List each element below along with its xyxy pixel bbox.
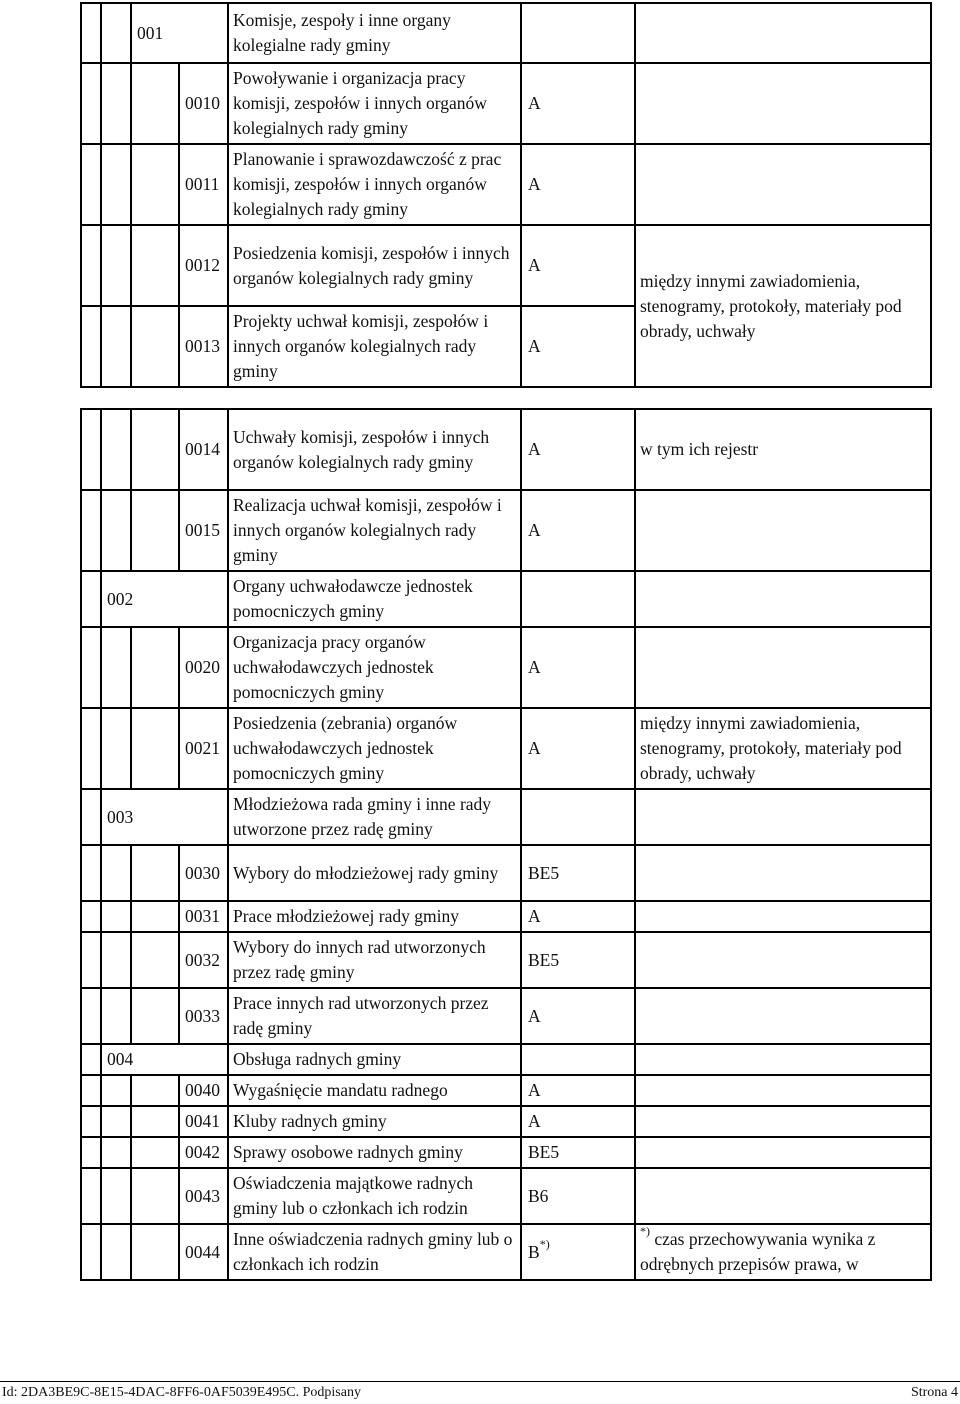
class-description: Młodzieżowa rada gminy i inne rady utworzone przez radę gminy xyxy=(228,789,521,845)
archive-category: A xyxy=(521,627,635,708)
notes-cell xyxy=(635,1224,931,1280)
class-code: 0010 xyxy=(179,63,228,144)
class-description: Wygaśnięcie mandatu radnego xyxy=(228,1075,521,1106)
archive-category: A xyxy=(521,409,635,490)
class-code: 003 xyxy=(101,789,228,845)
class-code: 0041 xyxy=(179,1106,228,1137)
class-code: 0044 xyxy=(179,1224,228,1280)
class-code: 0030 xyxy=(179,845,228,901)
class-description: Posiedzenia komisji, zespołów i innych organów kolegialnych rady gminy xyxy=(228,225,521,306)
class-description: Prace młodzieżowej rady gminy xyxy=(228,901,521,932)
table-row xyxy=(81,225,931,306)
class-description: Obsługa radnych gminy xyxy=(228,1044,521,1075)
table-row xyxy=(81,932,931,988)
class-description: Wybory do innych rad utworzonych przez radę gminy xyxy=(228,932,521,988)
class-description: Organizacja pracy organów uchwałodawczych jednostek pomocniczych gminy xyxy=(228,627,521,708)
table-row xyxy=(81,845,931,901)
archive-category: A xyxy=(521,225,635,306)
notes-cell: między innymi zawiadomienia, stenogramy, protokoły, materiały pod obrady, uchwały xyxy=(635,708,931,789)
table-row xyxy=(81,409,931,490)
page-number: Strona 4 xyxy=(910,1385,958,1400)
table-row xyxy=(81,1075,931,1106)
class-description: Organy uchwałodawcze jednostek pomocniczych gminy xyxy=(228,571,521,627)
class-code: 0040 xyxy=(179,1075,228,1106)
class-description: Sprawy osobowe radnych gminy xyxy=(228,1137,521,1168)
archive-category: A xyxy=(521,988,635,1044)
archive-category: A xyxy=(521,1075,635,1106)
class-description: Projekty uchwał komisji, zespołów i innych organów kolegialnych rady gminy xyxy=(228,306,521,387)
table-row xyxy=(81,1168,931,1224)
table-row xyxy=(81,789,931,845)
class-description: Wybory do młodzieżowej rady gminy xyxy=(228,845,521,901)
table-row xyxy=(81,571,931,627)
table-row xyxy=(81,3,931,63)
document-id: Id: 2DA3BE9C-8E15-4DAC-8FF6-0AF5039E495C. Podpisany xyxy=(2,1385,361,1400)
class-code: 0015 xyxy=(179,490,228,571)
class-code: 004 xyxy=(101,1044,228,1075)
class-code: 0033 xyxy=(179,988,228,1044)
archive-category: B6 xyxy=(521,1168,635,1224)
table-row xyxy=(81,1224,931,1280)
category-letter: B xyxy=(528,1241,540,1262)
retention-table-top xyxy=(80,2,932,388)
class-code: 0021 xyxy=(179,708,228,789)
retention-table-bottom xyxy=(80,408,932,1281)
class-code: 0031 xyxy=(179,901,228,932)
table-row xyxy=(81,988,931,1044)
archive-category: A xyxy=(521,490,635,571)
class-description: Prace innych rad utworzonych przez radę gminy xyxy=(228,988,521,1044)
class-description: Uchwały komisji, zespołów i innych organów kolegialnych rady gminy xyxy=(228,409,521,490)
class-code: 0032 xyxy=(179,932,228,988)
class-description: Inne oświadczenia radnych gminy lub o członkach ich rodzin xyxy=(228,1224,521,1280)
table-row xyxy=(81,144,931,225)
archive-category: A xyxy=(521,306,635,387)
class-code: 0020 xyxy=(179,627,228,708)
class-description: Oświadczenia majątkowe radnych gminy lub o członkach ich rodzin xyxy=(228,1168,521,1224)
footnote-marker: *) xyxy=(640,1224,650,1239)
footnote-marker: *) xyxy=(539,1236,550,1251)
table-row xyxy=(81,1137,931,1168)
class-description: Powoływanie i organizacja pracy komisji, zespołów i innych organów kolegialnych rady gminy xyxy=(228,63,521,144)
archive-category: BE5 xyxy=(521,1137,635,1168)
archive-category: A xyxy=(521,708,635,789)
archive-category: BE5 xyxy=(521,845,635,901)
class-code: 0011 xyxy=(179,144,228,225)
table-row xyxy=(81,490,931,571)
archive-category: A xyxy=(521,63,635,144)
archive-category xyxy=(521,1224,635,1280)
class-code: 0043 xyxy=(179,1168,228,1224)
archive-category: BE5 xyxy=(521,932,635,988)
table-row xyxy=(81,63,931,144)
footnote-text: czas przechowywania wynika z odrębnych przepisów prawa, w xyxy=(640,1229,876,1274)
archive-category: A xyxy=(521,144,635,225)
class-description: Posiedzenia (zebrania) organów uchwałodawczych jednostek pomocniczych gminy xyxy=(228,708,521,789)
class-description: Realizacja uchwał komisji, zespołów i innych organów kolegialnych rady gminy xyxy=(228,490,521,571)
page-footer xyxy=(0,1381,960,1404)
table-row xyxy=(81,901,931,932)
class-code: 0042 xyxy=(179,1137,228,1168)
class-code: 001 xyxy=(131,3,228,63)
archive-category: A xyxy=(521,901,635,932)
notes-cell: między innymi zawiadomienia, stenogramy, protokoły, materiały pod obrady, uchwały xyxy=(635,225,931,387)
class-code: 0014 xyxy=(179,409,228,490)
class-description: Komisje, zespoły i inne organy kolegialne rady gminy xyxy=(228,3,521,63)
class-description: Kluby radnych gminy xyxy=(228,1106,521,1137)
archive-category: A xyxy=(521,1106,635,1137)
class-description: Planowanie i sprawozdawczość z prac komisji, zespołów i innych organów kolegialnych rady gminy xyxy=(228,144,521,225)
class-code: 0013 xyxy=(179,306,228,387)
class-code: 002 xyxy=(101,571,228,627)
table-row xyxy=(81,1044,931,1075)
table-row xyxy=(81,708,931,789)
notes-cell: w tym ich rejestr xyxy=(635,409,931,490)
table-row xyxy=(81,1106,931,1137)
class-code: 0012 xyxy=(179,225,228,306)
table-row xyxy=(81,627,931,708)
